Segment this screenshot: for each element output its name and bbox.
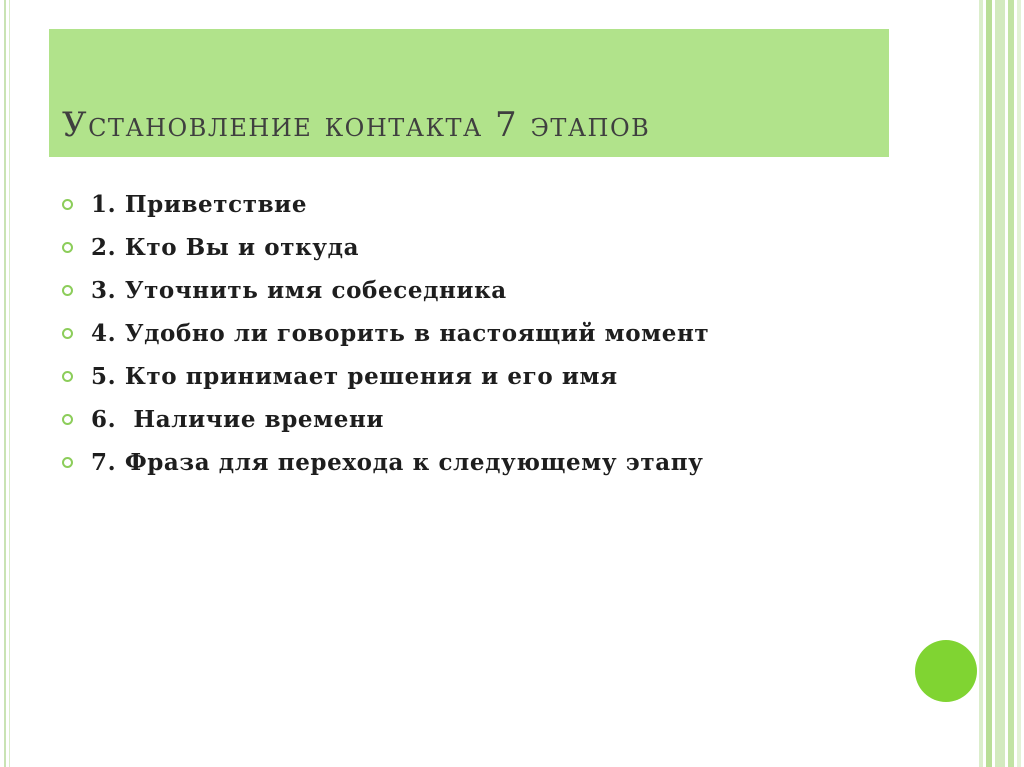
list-item	[62, 183, 709, 226]
right-stripe	[979, 0, 983, 767]
circle-bullet-icon	[62, 199, 73, 210]
circle-bullet-icon	[62, 242, 73, 253]
list-item-label: 5. Кто принимает решения и его имя	[91, 363, 618, 390]
list-item-label: 3. Уточнить имя собеседника	[91, 277, 507, 304]
green-circle-decoration	[915, 640, 977, 702]
bullet-list	[62, 183, 709, 484]
list-item-label: 7. Фраза для перехода к следующему этапу	[91, 449, 704, 476]
list-item-label: 2. Кто Вы и откуда	[91, 234, 360, 261]
right-stripe	[1008, 0, 1014, 767]
circle-bullet-icon	[62, 285, 73, 296]
list-item-label: 4. Удобно ли говорить в настоящий момент	[91, 320, 710, 347]
slide-title: Установление контакта 7 этапов	[62, 105, 651, 145]
list-item	[62, 312, 709, 355]
circle-bullet-icon	[62, 371, 73, 382]
list-item	[62, 269, 709, 312]
list-item	[62, 441, 709, 484]
circle-bullet-icon	[62, 414, 73, 425]
circle-bullet-icon	[62, 457, 73, 468]
list-item-label: 6. Наличие времени	[91, 406, 385, 433]
list-item	[62, 226, 709, 269]
list-item	[62, 398, 709, 441]
list-item-label: 1. Приветствие	[91, 191, 308, 218]
circle-bullet-icon	[62, 328, 73, 339]
list-item	[62, 355, 709, 398]
right-stripe	[986, 0, 992, 767]
left-frame-line	[4, 0, 6, 767]
right-stripe	[1017, 0, 1021, 767]
left-frame-line-inner	[9, 0, 10, 767]
right-stripe	[995, 0, 1005, 767]
